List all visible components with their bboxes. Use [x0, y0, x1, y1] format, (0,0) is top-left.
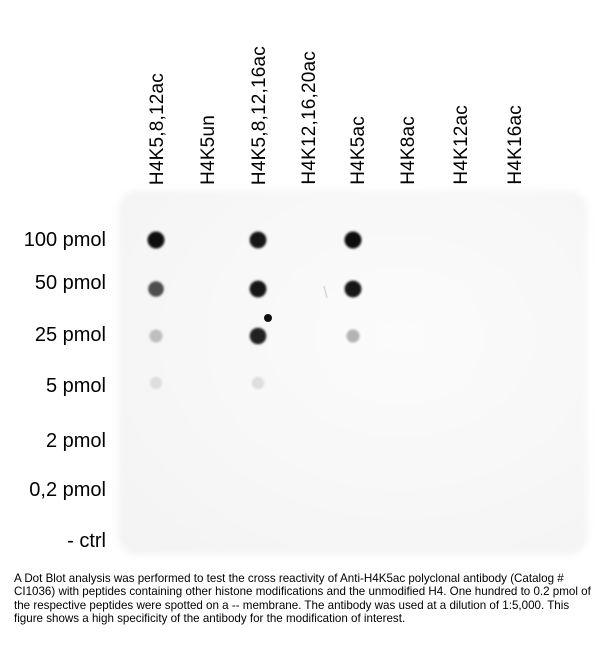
- column-label-h4k16ac: H4K16ac: [504, 105, 526, 185]
- row-label-50-pmol: 50 pmol: [34, 272, 106, 294]
- blot-spot: [148, 281, 164, 297]
- column-label-h4k5-8-12ac: H4K5,8,12ac: [146, 72, 168, 185]
- row-label-neg-ctrl: - ctrl: [67, 530, 106, 552]
- column-label-h4k5un: H4K5un: [197, 115, 219, 185]
- row-label-5-pmol: 5 pmol: [45, 375, 106, 397]
- blot-spot: [250, 328, 267, 345]
- blot-spot: [345, 281, 362, 298]
- membrane-scratch: [324, 286, 327, 298]
- row-label-2-pmol: 2 pmol: [45, 430, 106, 452]
- blot-spot: [148, 232, 165, 249]
- blot-spot: [250, 281, 267, 298]
- blot-spot: [252, 377, 264, 389]
- column-label-h4k5ac: H4K5ac: [347, 116, 369, 185]
- column-label-h4k12-16-20ac: H4K12,16,20ac: [298, 51, 320, 185]
- row-label-25-pmol: 25 pmol: [34, 324, 106, 346]
- stray-spot: [264, 314, 272, 322]
- column-label-h4k12ac: H4K12ac: [450, 105, 472, 185]
- blot-spot: [345, 232, 362, 249]
- figure-caption: A Dot Blot analysis was performed to test the cross reactivity of Anti-H4K5ac polyclonal antibody (Catalog # CI1036) with peptides containing other histone modifications and the unmodified H4. One hundred to 0.2 pmol of the respective peptides were spotted on a -- membrane. The antibody was used at a dilution of 1:5,000. This figure shows a high specificity of the antibody for the modification of interest.: [14, 572, 591, 626]
- column-label-h4k8ac: H4K8ac: [397, 116, 419, 185]
- row-label-100-pmol: 100 pmol: [23, 229, 106, 251]
- blot-spot: [150, 377, 162, 389]
- blot-spot: [346, 329, 359, 342]
- blot-spot: [150, 330, 163, 343]
- blot-spot: [250, 232, 267, 249]
- row-label-0-2-pmol: 0,2 pmol: [29, 479, 106, 501]
- column-label-h4k5-8-12-16ac: H4K5,8,12,16ac: [248, 45, 270, 185]
